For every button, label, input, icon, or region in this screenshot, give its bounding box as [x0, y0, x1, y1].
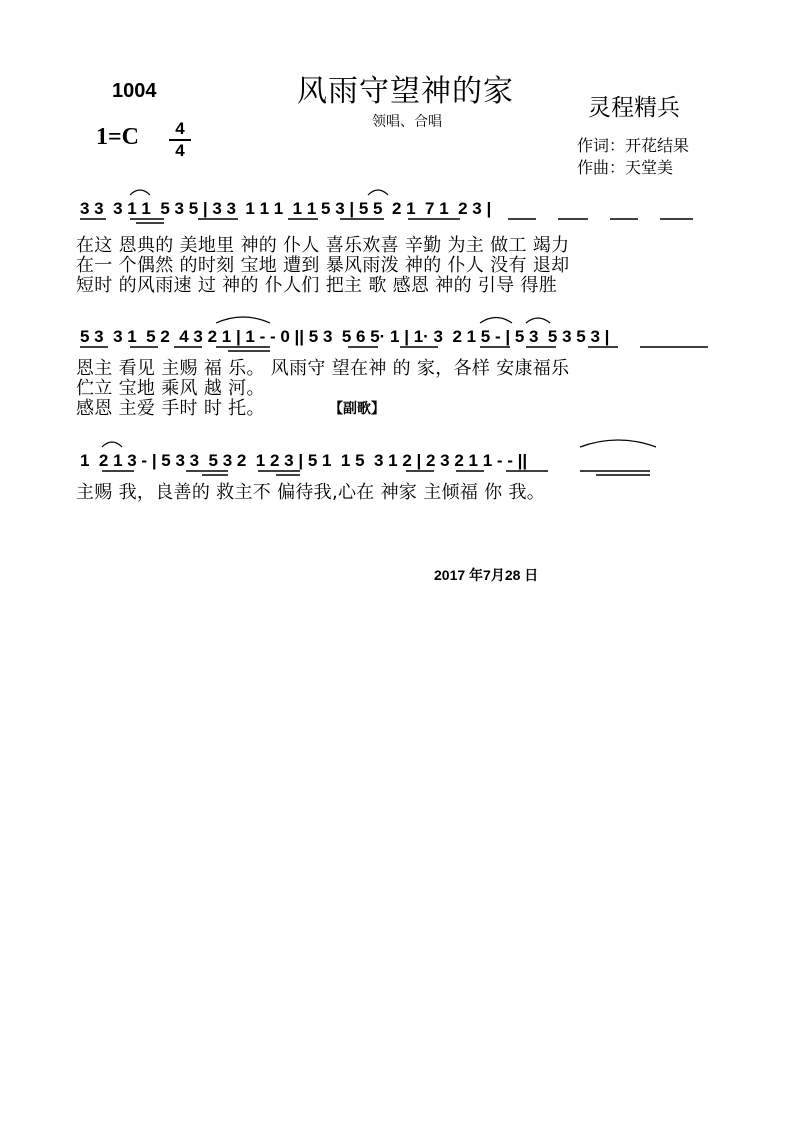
lyric-line: 感恩 主爱 手时 时 托。	[76, 398, 265, 419]
notation-line-3	[78, 430, 718, 480]
beam-marks	[102, 471, 650, 475]
beam-marks	[80, 219, 693, 223]
notation-text: 1 2 1 3 - | 5 3 3 5 3 2 1 2 3 | 5 1 1 5 3 1 2 | 2 3 2 1 1 - - ||	[80, 451, 528, 470]
lyricist-credit: 作词：开花结果	[577, 136, 690, 155]
meter-bottom: 4	[175, 141, 185, 160]
slur-mark	[216, 317, 270, 323]
lyric-line: 在这 恩典的 美地里 神的 仆人 喜乐欢喜 辛勤 为主 做工 竭力	[76, 235, 570, 256]
slur-mark	[130, 190, 150, 195]
slur-mark	[102, 442, 122, 447]
slur-mark	[526, 318, 550, 323]
notation-text: 3 3 3 1 1 5 3 5 | 3 3 1 1 1 1 1 5 3 | 5 5 2 1 7 1 2 3 |	[80, 199, 492, 218]
time-signature	[169, 120, 191, 160]
notation-line-1	[78, 178, 718, 228]
lyric-line: 伫立 宝地 乘风 越 河。	[76, 378, 265, 399]
slur-mark	[480, 318, 512, 324]
lyric-line: 主赐 我，良善的 救主不 偏待我,心在 神家 主倾福 你 我。	[76, 482, 546, 503]
song-title: 风雨守望神的家	[297, 74, 514, 109]
meter-top: 4	[175, 119, 185, 138]
slur-mark	[580, 440, 656, 447]
notation-line-2	[78, 306, 718, 356]
lyric-line: 在一 个偶然 的时刻 宝地 遭到 暴风雨泼 神的 仆人 没有 退却	[76, 255, 570, 276]
section-label: 【副歌】	[329, 401, 385, 417]
beam-marks	[80, 347, 708, 351]
performance-style: 领唱、合唱	[372, 114, 442, 130]
composer-credit: 作曲：天堂美	[577, 158, 674, 177]
slur-mark	[368, 190, 388, 195]
key-signature: 1=C	[96, 124, 140, 150]
lyric-line: 短时 的风雨速 过 神的 仆人们 把主 歌 感恩 神的 引导 得胜	[76, 275, 558, 296]
brand-label: 灵程精兵	[588, 95, 680, 121]
date-stamp: 2017 年7月28 日	[434, 567, 539, 583]
lyric-line: 恩主 看见 主赐 福 乐。 风雨守 望在神 的 家，各样 安康福乐	[76, 358, 570, 379]
song-number: 1004	[112, 80, 157, 102]
notation-text: 5 3 3 1 5 2 4 3 2 1 | 1 - - 0 || 5 3 5 6 5· 1 | 1· 3 2 1 5 - | 5 3 5 3 5 3 |	[80, 327, 610, 346]
